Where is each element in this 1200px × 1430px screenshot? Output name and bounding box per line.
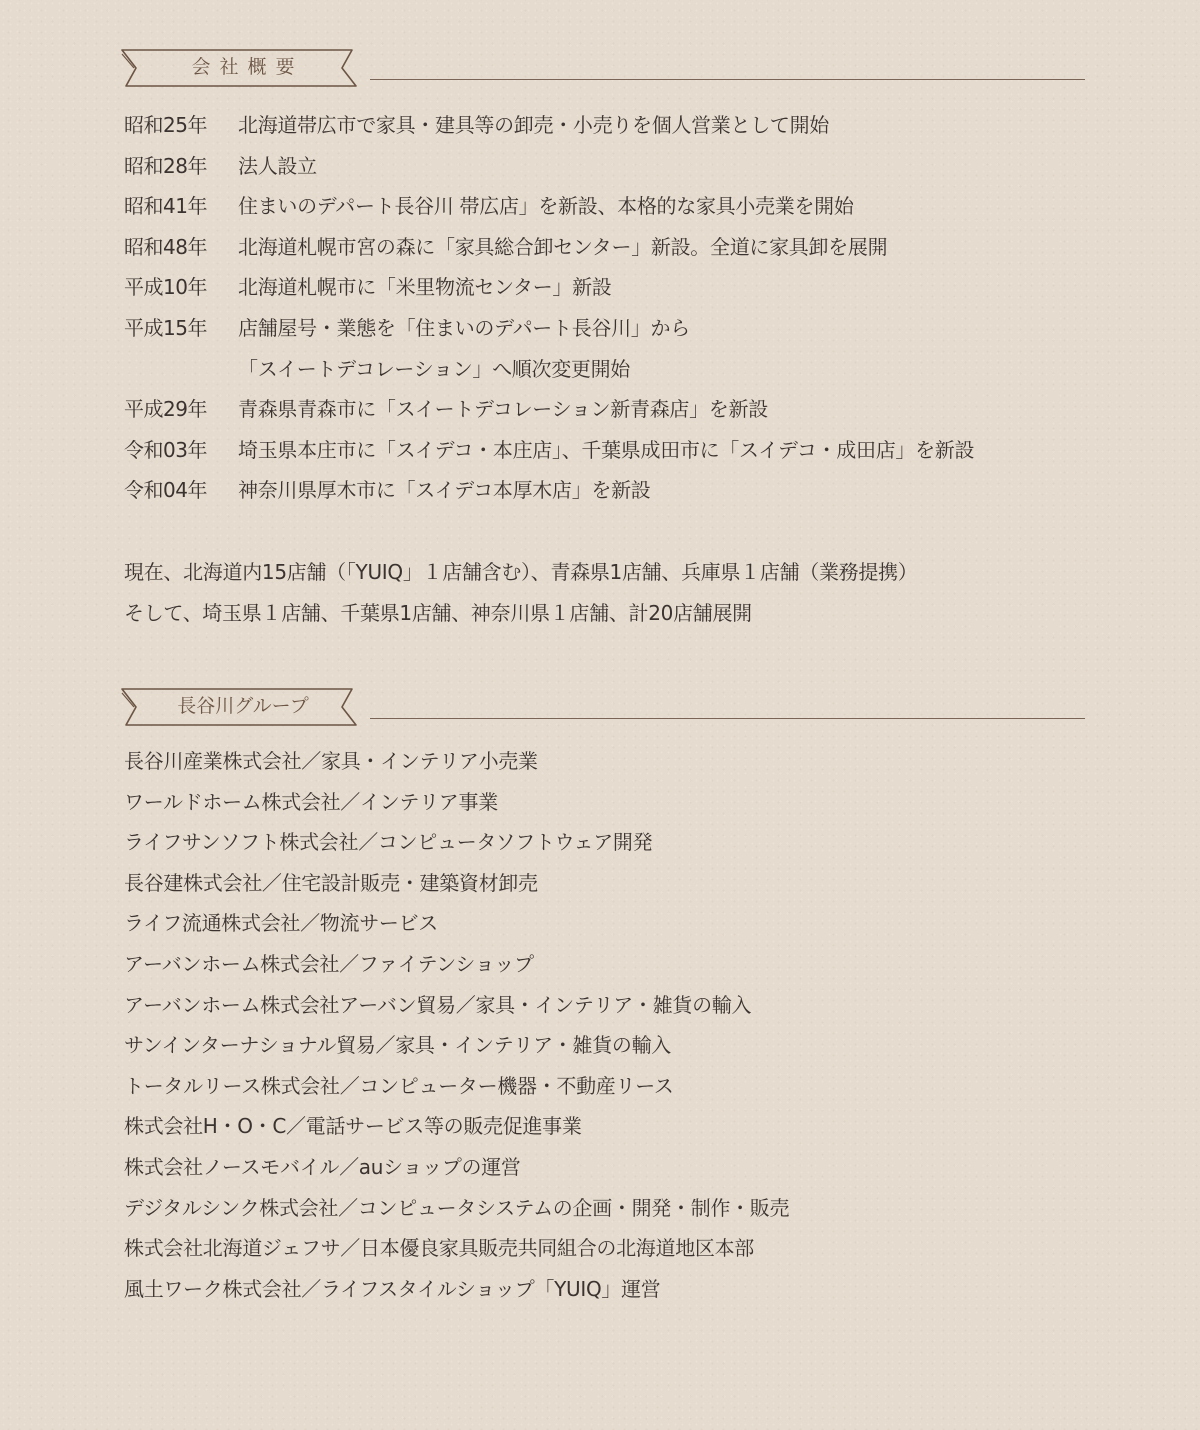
history-row (124, 186, 1124, 227)
history-year: 昭和41年 (124, 194, 207, 219)
history-row (124, 389, 1124, 430)
history-text: 北海道札幌市に「米里物流センター」新設 (238, 275, 612, 300)
group-company-item: デジタルシンク株式会社／コンピュータシステムの企画・開発・制作・販売 (124, 1195, 790, 1220)
group-rule (370, 718, 1085, 719)
company-overview-section (0, 46, 1200, 90)
history-year (124, 349, 238, 390)
group-company-item: 株式会社北海道ジェフサ／日本優良家具販売共同組合の北海道地区本部 (124, 1236, 754, 1261)
group-company-item: 株式会社ノースモバイル／auショップの運営 (124, 1154, 521, 1179)
group-company-list (124, 741, 1124, 1309)
company-overview-ribbon (120, 46, 370, 90)
history-row (124, 267, 1124, 308)
group-company-item: 風土ワーク株式会社／ライフスタイルショップ「YUIQ」運営 (124, 1276, 661, 1301)
store-summary (124, 552, 1124, 633)
group-company-item: 長谷川産業株式会社／家具・インテリア小売業 (124, 749, 538, 773)
history-year: 昭和28年 (124, 153, 207, 178)
history-text: 「スイートデコレーション」へ順次変更開始 (238, 356, 630, 381)
history-year: 昭和48年 (124, 234, 207, 259)
history-text: 店舗屋号・業態を「住まいのデパート長谷川」から (238, 315, 690, 340)
group-ribbon (120, 685, 370, 729)
group-company-item: ライフサンソフト株式会社／コンピュータソフトウェア開発 (124, 830, 653, 855)
history-row (124, 470, 1124, 511)
company-overview-rule (370, 79, 1085, 80)
history-year: 平成10年 (124, 275, 207, 300)
company-overview-heading-row (0, 46, 1200, 90)
history-year: 令和04年 (124, 478, 207, 503)
history-year: 昭和25年 (124, 113, 207, 137)
company-overview-heading: 会社概要 (191, 56, 304, 78)
history-row (124, 308, 1124, 349)
history-row (124, 430, 1124, 471)
group-company-item: ライフ流通株式会社／物流サービス (124, 911, 438, 936)
history-text: 住まいのデパート長谷川 帯広店」を新設、本格的な家具小売業を開始 (238, 194, 854, 219)
group-section (0, 685, 1200, 729)
history-text: 青森県青森市に「スイートデコレーション新青森店」を新設 (238, 397, 768, 422)
group-company-item: 株式会社H・O・C／電話サービス等の販売促進事業 (124, 1114, 582, 1139)
group-company-item: アーバンホーム株式会社アーバン貿易／家具・インテリア・雑貨の輸入 (124, 992, 752, 1017)
group-company-item: アーバンホーム株式会社／ファイテンショップ (124, 951, 534, 976)
history-row (124, 105, 1124, 146)
history-text: 北海道帯広市で家具・建具等の卸売・小売りを個人営業として開始 (238, 113, 829, 137)
group-company-item: 長谷建株式会社／住宅設計販売・建築資材卸売 (124, 870, 538, 895)
group-heading-row (0, 685, 1200, 729)
history-year: 平成29年 (124, 397, 207, 422)
history-row (124, 349, 1124, 390)
history-year: 令和03年 (124, 437, 207, 462)
history-year: 平成15年 (124, 315, 207, 340)
group-heading: 長谷川グループ (177, 695, 309, 717)
history-text: 神奈川県厚木市に「スイデコ本厚木店」を新設 (238, 478, 651, 503)
summary-line: そして、埼玉県１店舗、千葉県1店舗、神奈川県１店舗、計20店舗展開 (124, 600, 752, 625)
group-company-item: ワールドホーム株式会社／インテリア事業 (124, 789, 498, 814)
history-text: 埼玉県本庄市に「スイデコ・本庄店」、千葉県成田市に「スイデコ・成田店」を新設 (238, 437, 975, 462)
history-list (124, 105, 1124, 511)
group-company-item: サンインターナショナル貿易／家具・インテリア・雑貨の輸入 (124, 1033, 671, 1058)
summary-line: 現在、北海道内15店舗（「YUIQ」１店舗含む）、青森県1店舗、兵庫県１店舗（業務提携） (124, 560, 918, 584)
group-company-item: トータルリース株式会社／コンピューター機器・不動産リース (124, 1073, 674, 1098)
history-row (124, 146, 1124, 187)
history-row (124, 227, 1124, 268)
history-text: 法人設立 (238, 153, 317, 178)
history-text: 北海道札幌市宮の森に「家具総合卸センター」新設。全道に家具卸を展開 (238, 234, 888, 259)
